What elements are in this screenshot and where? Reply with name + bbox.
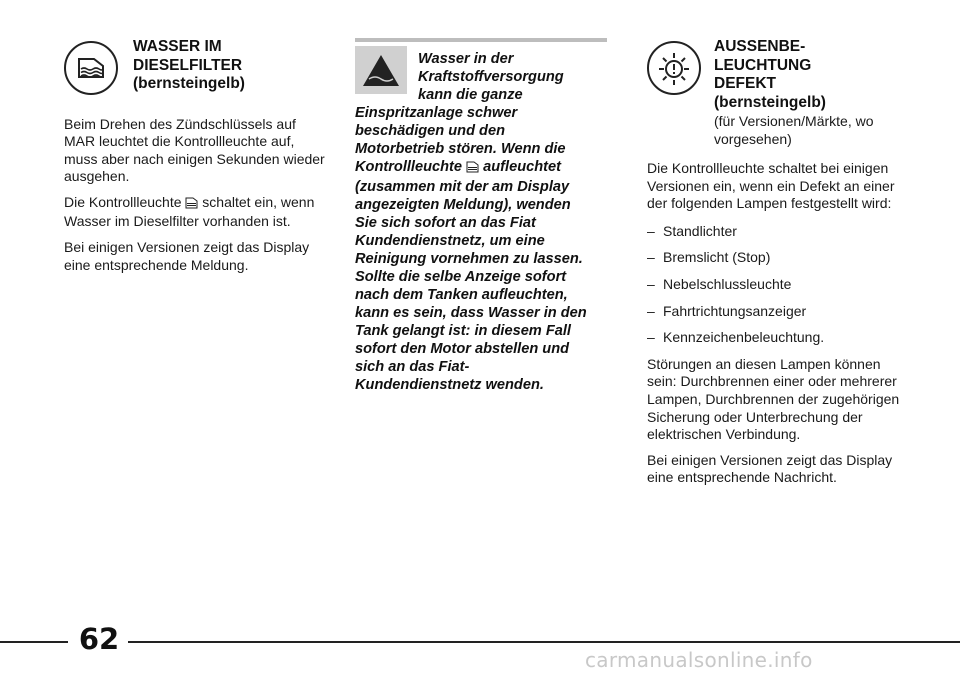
warning-line: sofort den Motor abstellen und: [355, 341, 570, 357]
heading-line: DEFEKT: [714, 75, 776, 92]
heading-line: LEUCHTUNG: [714, 56, 812, 74]
footer-rule: [128, 641, 960, 643]
list-item: [647, 329, 909, 347]
warning-line: Kundendienstnetz, um eine: [355, 233, 545, 249]
paragraph: Die Kontrollleuchte schaltet bei einigen Versionen ein, wenn ein Defekt an einer der folgenden Lampen festgestellt wird:: [647, 160, 895, 212]
list-dash: –: [647, 222, 655, 239]
warning-line: beschädigen und den: [355, 123, 506, 139]
list-item: [647, 276, 909, 294]
warning-line: Reinigung vornehmen zu lassen.: [355, 251, 583, 267]
list-item-text: Nebelschlussleuchte: [663, 275, 792, 292]
heading-line: (bernsteingelb): [714, 93, 826, 111]
heading-line: (bernsteingelb): [133, 75, 245, 92]
list-dash: –: [647, 249, 655, 266]
heading-line: AUSSENBE-: [714, 38, 806, 55]
list-item-text: Bremslicht (Stop): [663, 249, 771, 266]
water-in-fuel-icon: [185, 196, 198, 214]
paragraph-text: schaltet ein, wenn Wasser im Dieselfilter vorhanden ist.: [64, 193, 315, 230]
list-dash: –: [647, 302, 655, 319]
warning-triangle-icon: [355, 46, 407, 94]
paragraph: Beim Drehen des Zündschlüssels auf MAR leuchtet die Kontrollleuchte auf, muss aber nach einigen Sekunden wieder ausgehen.: [64, 115, 325, 185]
warning-text-part: Kontrollleuchte: [355, 159, 467, 175]
paragraph-text: Die Kontrollleuchte: [64, 193, 186, 210]
section-exterior-lighting-fault: [647, 38, 909, 495]
list-item: [647, 303, 909, 321]
list-item-text: Fahrtrichtungsanzeiger: [663, 302, 807, 319]
warning-line: nach dem Tanken aufleuchten,: [355, 287, 568, 303]
paragraph: [64, 194, 326, 231]
list-dash: –: [647, 329, 655, 346]
warning-line: Sie sich sofort an das Fiat: [355, 215, 536, 231]
warning-line: (zusammen mit der am Display: [355, 179, 570, 195]
water-in-fuel-icon: [64, 41, 118, 95]
footer-rule: [0, 641, 68, 643]
warning-line: sich an das Fiat-: [355, 359, 470, 375]
paragraph: Bei einigen Versionen zeigt das Display eine entsprechende Nachricht.: [647, 451, 893, 486]
list-item: [647, 249, 909, 267]
warning-line: kann die ganze: [418, 87, 523, 103]
warning-line: Einspritzanlage schwer: [355, 105, 518, 121]
warning-line: Motorbetrieb stören. Wenn die: [355, 141, 566, 157]
warning-line: angezeigten Meldung), wenden: [355, 197, 571, 213]
section-water-in-diesel-filter: [64, 38, 326, 282]
water-in-fuel-icon: [466, 160, 479, 178]
heading-line: WASSER IM: [133, 38, 222, 55]
page-number: 62: [78, 622, 120, 656]
warning-box: [355, 38, 607, 394]
warning-line: Wasser in der: [418, 51, 514, 67]
warning-line: Kraftstoffversorgung: [418, 69, 564, 85]
heading-line: DIESELFILTER: [133, 56, 243, 74]
paragraph: Störungen an diesen Lampen können sein: Durchbrennen einer oder mehrerer Lampen, Durchbrennen der zugehörigen Sicherung oder Unterbrechung der elektrischen Verbindung.: [647, 355, 900, 443]
warning-bar: [355, 38, 607, 42]
paragraph: Bei einigen Versionen zeigt das Display eine entsprechende Meldung.: [64, 239, 310, 273]
lamp-failure-icon: [647, 41, 701, 95]
warning-line: [355, 158, 607, 178]
warning-line: Sollte die selbe Anzeige sofort: [355, 269, 567, 285]
warning-line: Tank gelangt ist: in diesem Fall: [355, 323, 571, 339]
warning-text-part: aufleuchtet: [479, 159, 561, 175]
subheading-line: (für Versionen/Märkte, wo: [714, 113, 874, 129]
warning-line: kann es sein, dass Wasser in den: [355, 305, 587, 321]
list-dash: –: [647, 275, 655, 292]
warning-line: Kundendienstnetz wenden.: [355, 377, 544, 393]
subheading-line: vorgesehen): [714, 131, 792, 147]
watermark: carmanualsonline.info: [585, 648, 813, 672]
list-item-text: Kennzeichenbeleuchtung.: [663, 329, 825, 346]
list-item: [647, 223, 909, 241]
list-item-text: Standlichter: [663, 222, 737, 239]
